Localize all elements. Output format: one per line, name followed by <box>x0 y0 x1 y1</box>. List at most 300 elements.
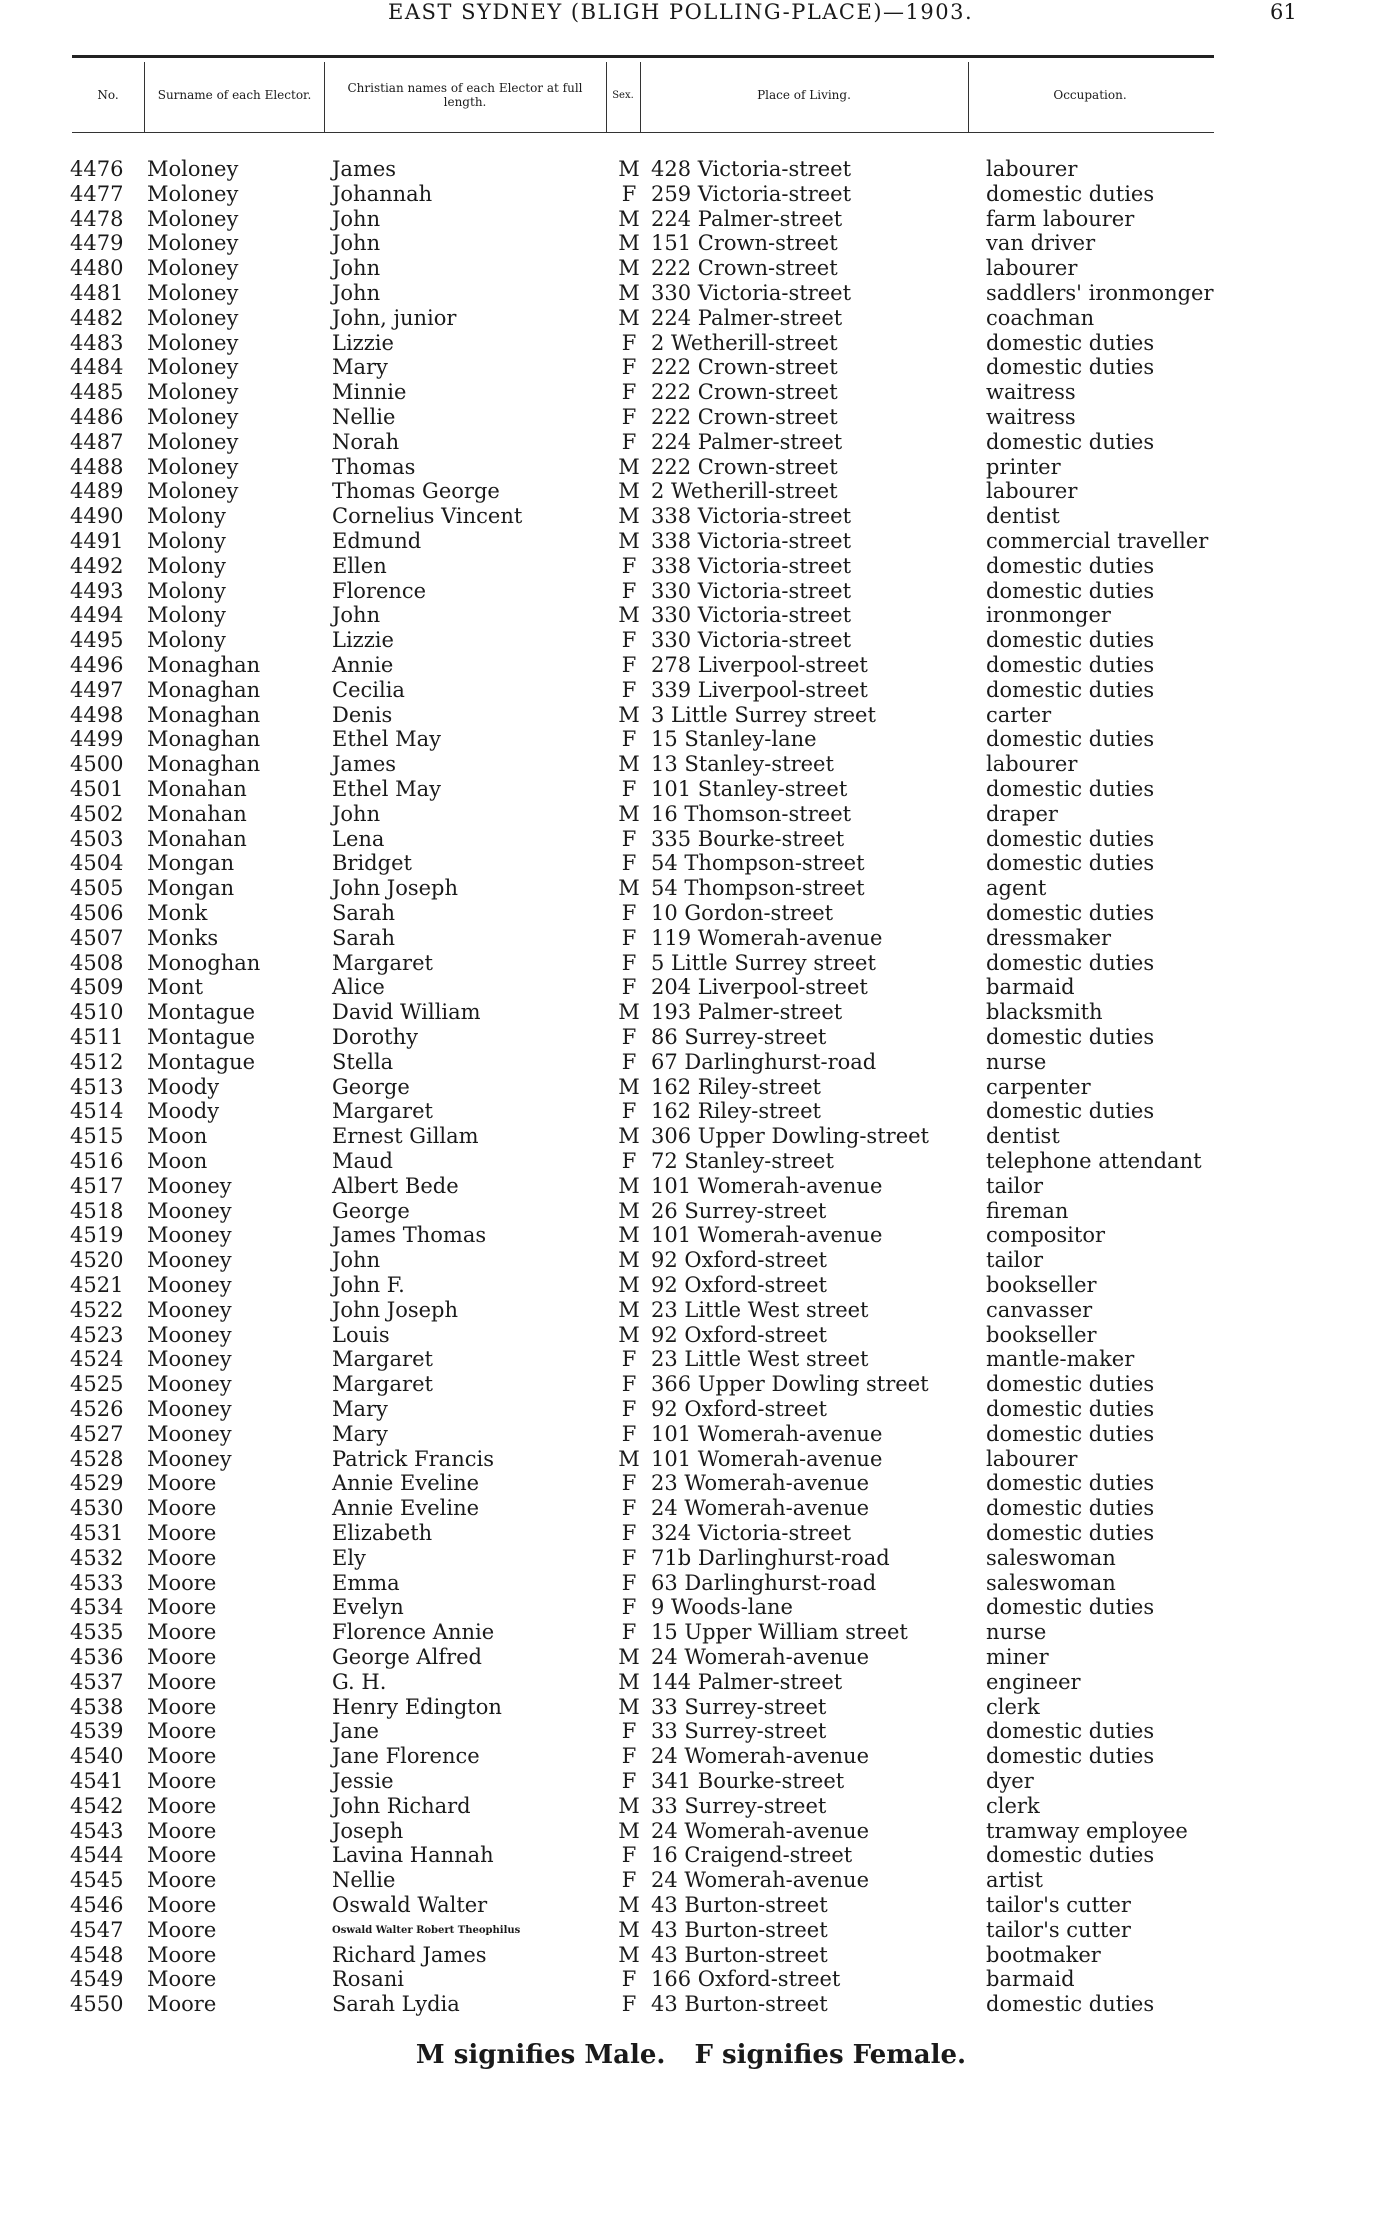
table-row <box>0 479 1382 504</box>
table-row <box>0 802 1382 827</box>
elector-number: 4516 <box>70 1149 124 1173</box>
elector-occupation: canvasser <box>986 1297 1093 1322</box>
elector-sex: F <box>621 1049 637 1074</box>
elector-sex: M <box>618 1893 640 1917</box>
elector-place-of-living: 119 Womerah-avenue <box>651 925 883 950</box>
elector-christian-names: Margaret <box>332 1372 433 1397</box>
table-row <box>0 727 1382 752</box>
elector-christian-names: David William <box>332 1000 481 1025</box>
elector-christian-names: Sarah <box>332 925 395 950</box>
elector-sex: F <box>621 553 637 578</box>
elector-occupation: labourer <box>986 752 1078 777</box>
elector-occupation: labourer <box>986 479 1078 504</box>
elector-surname: Moore <box>147 1769 217 1793</box>
elector-place-of-living: 338 Victoria-street <box>651 529 852 553</box>
elector-place-of-living: 63 Darlinghurst-road <box>651 1570 877 1595</box>
elector-number: 4530 <box>70 1496 124 1521</box>
table-row <box>0 529 1382 554</box>
elector-sex: M <box>618 1669 640 1694</box>
elector-place-of-living: 24 Womerah-avenue <box>651 1868 870 1893</box>
elector-surname: Monks <box>147 925 219 950</box>
elector-surname: Moloney <box>147 380 239 405</box>
elector-sex: M <box>618 801 640 826</box>
elector-occupation: draper <box>986 801 1058 826</box>
elector-number: 4478 <box>70 206 124 231</box>
table-row <box>0 1273 1382 1298</box>
elector-place-of-living: 23 Little West street <box>651 1347 869 1372</box>
elector-place-of-living: 10 Gordon-street <box>651 901 834 925</box>
elector-occupation: dentist <box>986 1124 1060 1149</box>
elector-surname: Mooney <box>147 1446 232 1471</box>
elector-christian-names: Ethel May <box>332 727 441 752</box>
elector-christian-names: John <box>332 603 381 628</box>
elector-number: 4548 <box>70 1942 124 1967</box>
elector-number: 4542 <box>70 1793 124 1818</box>
elector-surname: Mooney <box>147 1173 232 1198</box>
elector-place-of-living: 33 Surrey-street <box>651 1719 827 1744</box>
elector-christian-names: Jane <box>332 1719 379 1744</box>
elector-occupation: bookseller <box>986 1273 1097 1297</box>
elector-christian-names: Nellie <box>332 1868 396 1893</box>
elector-surname: Moore <box>147 1744 217 1769</box>
elector-christian-names: Nellie <box>332 405 396 429</box>
elector-sex: F <box>621 1496 637 1521</box>
elector-occupation: tailor's cutter <box>986 1893 1131 1917</box>
elector-surname: Moon <box>147 1149 208 1173</box>
elector-christian-names: Jane Florence <box>332 1744 480 1769</box>
elector-number: 4520 <box>70 1248 124 1273</box>
elector-christian-names: George <box>332 1198 410 1223</box>
elector-christian-names: Dorothy <box>332 1025 418 1049</box>
elector-place-of-living: 24 Womerah-avenue <box>651 1496 870 1521</box>
elector-place-of-living: 341 Bourke-street <box>651 1769 845 1793</box>
elector-sex: M <box>618 157 640 181</box>
elector-christian-names: George Alfred <box>332 1645 482 1669</box>
elector-occupation: miner <box>986 1645 1049 1669</box>
elector-occupation: labourer <box>986 256 1078 281</box>
table-row <box>0 380 1382 405</box>
elector-number: 4550 <box>70 1992 124 2017</box>
elector-surname: Monahan <box>147 801 247 826</box>
elector-sex: F <box>621 1421 637 1446</box>
table-row <box>0 579 1382 604</box>
elector-surname: Moore <box>147 1645 217 1669</box>
elector-surname: Moore <box>147 1471 217 1496</box>
elector-number: 4514 <box>70 1099 124 1124</box>
elector-occupation: printer <box>986 454 1061 479</box>
table-row <box>0 1943 1382 1968</box>
elector-occupation: barmaid <box>986 975 1075 1000</box>
elector-place-of-living: 324 Victoria-street <box>651 1521 852 1545</box>
elector-number: 4527 <box>70 1421 124 1446</box>
elector-place-of-living: 54 Thompson-street <box>651 876 865 901</box>
elector-number: 4529 <box>70 1471 124 1496</box>
elector-place-of-living: 166 Oxford-street <box>651 1967 841 1992</box>
elector-place-of-living: 330 Victoria-street <box>651 578 852 603</box>
elector-number: 4519 <box>70 1223 124 1248</box>
elector-sex: M <box>618 1942 640 1967</box>
elector-sex: F <box>621 429 637 454</box>
elector-surname: Moore <box>147 1521 217 1545</box>
table-row <box>0 1645 1382 1670</box>
elector-christian-names: Annie <box>332 653 394 677</box>
elector-surname: Moloney <box>147 231 239 256</box>
elector-occupation: domestic duties <box>986 1397 1155 1421</box>
table-row <box>0 1124 1382 1149</box>
elector-christian-names: Minnie <box>332 380 407 405</box>
table-row <box>0 554 1382 579</box>
elector-number: 4508 <box>70 950 124 975</box>
table-row <box>0 678 1382 703</box>
elector-occupation: engineer <box>986 1669 1081 1694</box>
table-row <box>0 876 1382 901</box>
elector-occupation: tailor <box>986 1248 1044 1273</box>
elector-occupation: barmaid <box>986 1967 1075 1992</box>
elector-christian-names: Mary <box>332 1397 388 1421</box>
elector-occupation: saleswoman <box>986 1570 1116 1595</box>
elector-place-of-living: 224 Palmer-street <box>651 206 843 231</box>
header-rule-top <box>72 55 1214 58</box>
elector-place-of-living: 222 Crown-street <box>651 256 838 281</box>
elector-place-of-living: 162 Riley-street <box>651 1099 821 1124</box>
footnote-female: F signifies Female. <box>694 2040 967 2070</box>
elector-sex: M <box>618 305 640 330</box>
elector-surname: Mooney <box>147 1421 232 1446</box>
elector-place-of-living: 16 Thomson-street <box>651 801 852 826</box>
elector-surname: Moore <box>147 1793 217 1818</box>
elector-number: 4511 <box>70 1025 124 1049</box>
elector-sex: F <box>621 1595 637 1620</box>
table-row <box>0 603 1382 628</box>
elector-surname: Moore <box>147 1620 217 1645</box>
elector-occupation: domestic duties <box>986 1372 1155 1397</box>
elector-number: 4535 <box>70 1620 124 1645</box>
table-row <box>0 1794 1382 1819</box>
elector-sex: M <box>618 256 640 281</box>
elector-christian-names: Henry Edington <box>332 1694 502 1719</box>
elector-christian-names: Edmund <box>332 529 422 553</box>
elector-occupation: carpenter <box>986 1074 1091 1099</box>
table-row <box>0 1149 1382 1174</box>
elector-occupation: commercial traveller <box>986 529 1209 553</box>
elector-place-of-living: 222 Crown-street <box>651 454 838 479</box>
elector-surname: Moloney <box>147 330 239 355</box>
elector-number: 4510 <box>70 1000 124 1025</box>
column-divider <box>606 62 607 132</box>
elector-occupation: domestic duties <box>986 330 1155 355</box>
elector-number: 4500 <box>70 752 124 777</box>
elector-sex: F <box>621 1397 637 1421</box>
elector-surname: Moody <box>147 1099 220 1124</box>
elector-place-of-living: 101 Womerah-avenue <box>651 1223 883 1248</box>
elector-sex: F <box>621 1843 637 1868</box>
elector-surname: Moore <box>147 1545 217 1570</box>
table-row <box>0 1744 1382 1769</box>
elector-occupation: tailor's cutter <box>986 1917 1131 1942</box>
elector-number: 4496 <box>70 653 124 677</box>
elector-place-of-living: 23 Little West street <box>651 1297 869 1322</box>
elector-christian-names: Oswald Walter Robert Theophilus <box>332 1924 521 1936</box>
elector-number: 4485 <box>70 380 124 405</box>
elector-sex: M <box>618 479 640 504</box>
elector-number: 4523 <box>70 1322 124 1347</box>
table-row <box>0 1298 1382 1323</box>
elector-place-of-living: 92 Oxford-street <box>651 1273 827 1297</box>
elector-christian-names: James <box>332 752 397 777</box>
elector-occupation: domestic duties <box>986 1744 1155 1769</box>
elector-occupation: dressmaker <box>986 925 1112 950</box>
elector-number: 4540 <box>70 1744 124 1769</box>
elector-christian-names: G. H. <box>332 1669 387 1694</box>
elector-occupation: domestic duties <box>986 677 1155 702</box>
elector-number: 4521 <box>70 1273 124 1297</box>
elector-occupation: domestic duties <box>986 653 1155 677</box>
table-row <box>0 1769 1382 1794</box>
elector-occupation: domestic duties <box>986 727 1155 752</box>
elector-place-of-living: 2 Wetherill-street <box>651 479 838 504</box>
elector-number: 4509 <box>70 975 124 1000</box>
table-row <box>0 355 1382 380</box>
elector-number: 4526 <box>70 1397 124 1421</box>
elector-place-of-living: 428 Victoria-street <box>651 157 852 181</box>
elector-occupation: tramway employee <box>986 1818 1188 1843</box>
elector-sex: M <box>618 529 640 553</box>
elector-number: 4532 <box>70 1545 124 1570</box>
elector-occupation: tailor <box>986 1173 1044 1198</box>
elector-christian-names: John Joseph <box>332 876 459 901</box>
table-row <box>0 1323 1382 1348</box>
elector-surname: Mooney <box>147 1273 232 1297</box>
elector-sex: M <box>618 281 640 305</box>
elector-place-of-living: 101 Womerah-avenue <box>651 1446 883 1471</box>
elector-surname: Monahan <box>147 777 247 801</box>
elector-occupation: saleswoman <box>986 1545 1116 1570</box>
elector-surname: Monoghan <box>147 950 261 975</box>
table-row <box>0 455 1382 480</box>
elector-surname: Mongan <box>147 876 235 901</box>
elector-place-of-living: 330 Victoria-street <box>651 628 852 653</box>
elector-number: 4484 <box>70 355 124 380</box>
elector-sex: M <box>618 1273 640 1297</box>
elector-surname: Monaghan <box>147 752 261 777</box>
elector-surname: Monk <box>147 901 208 925</box>
elector-sex: M <box>618 1248 640 1273</box>
elector-sex: F <box>621 1570 637 1595</box>
elector-sex: F <box>621 1545 637 1570</box>
elector-place-of-living: 278 Liverpool-street <box>651 653 868 677</box>
column-header-sex: Sex. <box>612 90 634 102</box>
table-row <box>0 901 1382 926</box>
elector-place-of-living: 224 Palmer-street <box>651 305 843 330</box>
elector-number: 4543 <box>70 1818 124 1843</box>
table-row <box>0 1868 1382 1893</box>
elector-occupation: domestic duties <box>986 1843 1155 1868</box>
elector-place-of-living: 2 Wetherill-street <box>651 330 838 355</box>
elector-surname: Moore <box>147 1992 217 2017</box>
elector-christian-names: Ethel May <box>332 777 441 801</box>
elector-sex: M <box>618 1793 640 1818</box>
elector-sex: F <box>621 355 637 380</box>
elector-occupation: dyer <box>986 1769 1034 1793</box>
elector-surname: Montague <box>147 1025 256 1049</box>
elector-number: 4522 <box>70 1297 124 1322</box>
elector-number: 4476 <box>70 157 124 181</box>
elector-sex: F <box>621 1372 637 1397</box>
elector-christian-names: John <box>332 206 381 231</box>
column-divider <box>144 62 145 132</box>
elector-sex: F <box>621 925 637 950</box>
elector-surname: Montague <box>147 1000 256 1025</box>
column-header-surname: Surname of each Elector. <box>157 88 312 103</box>
elector-christian-names: Johannah <box>332 181 433 206</box>
elector-sex: F <box>621 777 637 801</box>
elector-occupation: dentist <box>986 504 1060 529</box>
elector-christian-names: James <box>332 157 397 181</box>
elector-surname: Montague <box>147 1049 256 1074</box>
footnote-male: M signifies Male. <box>415 2040 666 2070</box>
elector-place-of-living: 204 Liverpool-street <box>651 975 868 1000</box>
table-row <box>0 1397 1382 1422</box>
table-row <box>0 1719 1382 1744</box>
elector-sex: M <box>618 1694 640 1719</box>
elector-sex: M <box>618 1446 640 1471</box>
elector-christian-names: Rosani <box>332 1967 404 1992</box>
elector-surname: Moloney <box>147 454 239 479</box>
elector-place-of-living: 101 Stanley-street <box>651 777 848 801</box>
elector-place-of-living: 144 Palmer-street <box>651 1669 843 1694</box>
column-header-occupation: Occupation. <box>1053 88 1127 103</box>
elector-occupation: labourer <box>986 157 1078 181</box>
elector-number: 4486 <box>70 405 124 429</box>
elector-number: 4492 <box>70 553 124 578</box>
table-row <box>0 1447 1382 1472</box>
elector-number: 4539 <box>70 1719 124 1744</box>
elector-number: 4498 <box>70 702 124 727</box>
table-row <box>0 1496 1382 1521</box>
elector-number: 4515 <box>70 1124 124 1149</box>
elector-surname: Mooney <box>147 1397 232 1421</box>
elector-sex: F <box>621 181 637 206</box>
elector-surname: Molony <box>147 553 226 578</box>
elector-surname: Mongan <box>147 851 235 876</box>
table-row <box>0 430 1382 455</box>
elector-surname: Moloney <box>147 206 239 231</box>
elector-number: 4497 <box>70 677 124 702</box>
elector-place-of-living: 101 Womerah-avenue <box>651 1421 883 1446</box>
elector-surname: Moore <box>147 1719 217 1744</box>
elector-place-of-living: 23 Womerah-avenue <box>651 1471 870 1496</box>
elector-place-of-living: 54 Thompson-street <box>651 851 865 876</box>
elector-place-of-living: 335 Bourke-street <box>651 826 845 851</box>
elector-number: 4505 <box>70 876 124 901</box>
elector-number: 4490 <box>70 504 124 529</box>
elector-christian-names: Margaret <box>332 1347 433 1372</box>
elector-place-of-living: 92 Oxford-street <box>651 1397 827 1421</box>
elector-surname: Monaghan <box>147 677 261 702</box>
elector-occupation: domestic duties <box>986 851 1155 876</box>
elector-place-of-living: 92 Oxford-street <box>651 1322 827 1347</box>
table-row <box>0 1843 1382 1868</box>
elector-occupation: domestic duties <box>986 1099 1155 1124</box>
elector-sex: F <box>621 727 637 752</box>
elector-christian-names: John <box>332 256 381 281</box>
elector-place-of-living: 9 Woods-lane <box>651 1595 793 1620</box>
elector-occupation: compositor <box>986 1223 1106 1248</box>
elector-christian-names: Patrick Francis <box>332 1446 494 1471</box>
elector-place-of-living: 43 Burton-street <box>651 1893 828 1917</box>
table-row <box>0 975 1382 1000</box>
elector-number: 4507 <box>70 925 124 950</box>
table-row <box>0 1595 1382 1620</box>
table-row <box>0 1372 1382 1397</box>
elector-occupation: domestic duties <box>986 950 1155 975</box>
column-header-no: No. <box>97 88 119 103</box>
elector-occupation: waitress <box>986 405 1076 429</box>
elector-surname: Moore <box>147 1669 217 1694</box>
table-row <box>0 1248 1382 1273</box>
elector-occupation: domestic duties <box>986 1421 1155 1446</box>
elector-sex: F <box>621 1967 637 1992</box>
elector-place-of-living: 33 Surrey-street <box>651 1694 827 1719</box>
elector-place-of-living: 162 Riley-street <box>651 1074 821 1099</box>
elector-place-of-living: 71b Darlinghurst-road <box>651 1545 890 1570</box>
elector-place-of-living: 43 Burton-street <box>651 1917 828 1942</box>
elector-occupation: domestic duties <box>986 628 1155 653</box>
elector-place-of-living: 26 Surrey-street <box>651 1198 827 1223</box>
elector-number: 4536 <box>70 1645 124 1669</box>
elector-place-of-living: 222 Crown-street <box>651 405 838 429</box>
elector-surname: Moloney <box>147 429 239 454</box>
elector-number: 4499 <box>70 727 124 752</box>
elector-christian-names: Mary <box>332 1421 388 1446</box>
elector-place-of-living: 24 Womerah-avenue <box>651 1818 870 1843</box>
elector-surname: Molony <box>147 603 226 628</box>
elector-surname: Mooney <box>147 1347 232 1372</box>
elector-number: 4487 <box>70 429 124 454</box>
elector-christian-names: John <box>332 231 381 256</box>
elector-surname: Molony <box>147 504 226 529</box>
header-rule-bottom <box>72 132 1214 133</box>
elector-surname: Moore <box>147 1595 217 1620</box>
elector-sex: F <box>621 1347 637 1372</box>
elector-sex: F <box>621 1744 637 1769</box>
elector-sex: M <box>618 1173 640 1198</box>
elector-sex: M <box>618 1124 640 1149</box>
elector-occupation: domestic duties <box>986 901 1155 925</box>
elector-surname: Mont <box>147 975 204 1000</box>
elector-number: 4545 <box>70 1868 124 1893</box>
elector-surname: Mooney <box>147 1322 232 1347</box>
elector-number: 4512 <box>70 1049 124 1074</box>
elector-place-of-living: 339 Liverpool-street <box>651 677 868 702</box>
table-row <box>0 926 1382 951</box>
elector-number: 4479 <box>70 231 124 256</box>
table-row <box>0 1050 1382 1075</box>
elector-occupation: clerk <box>986 1793 1040 1818</box>
elector-occupation: van driver <box>986 231 1096 256</box>
elector-christian-names: James Thomas <box>332 1223 487 1248</box>
table-row <box>0 827 1382 852</box>
column-divider <box>640 62 641 132</box>
elector-place-of-living: 43 Burton-street <box>651 1992 828 2017</box>
table-row <box>0 207 1382 232</box>
elector-christian-names: Mary <box>332 355 388 380</box>
elector-surname: Molony <box>147 529 226 553</box>
elector-surname: Moloney <box>147 355 239 380</box>
elector-sex: M <box>618 752 640 777</box>
elector-number: 4549 <box>70 1967 124 1992</box>
elector-occupation: labourer <box>986 1446 1078 1471</box>
